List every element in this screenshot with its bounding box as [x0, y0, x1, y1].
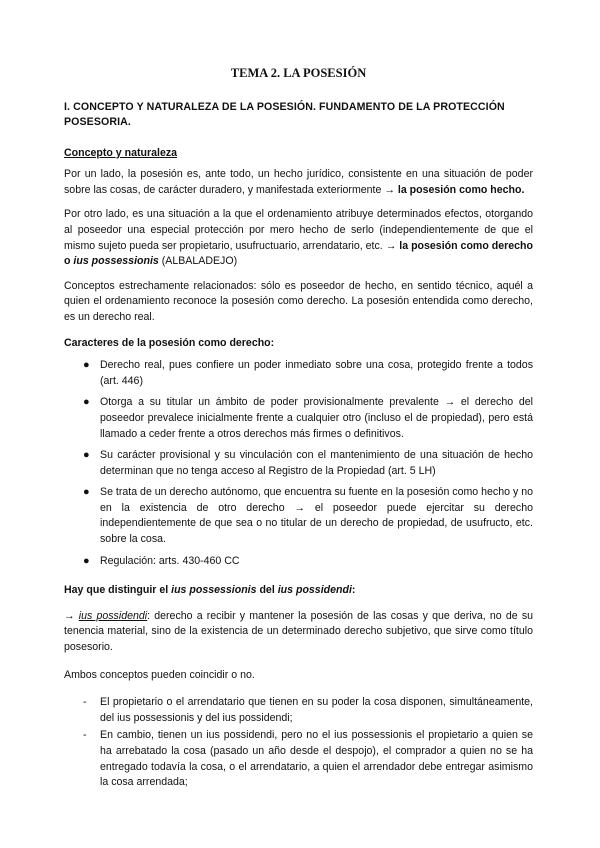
bold-posesion-hecho: la posesión como hecho.: [397, 183, 525, 196]
caracteres-list: [64, 358, 533, 569]
list-item: ● Se trata de un derecho autónomo, que encuentra su fuente en la posesión como hecho y no en la existencia de otro derecho → el poseedor puede ejercitar su derecho independientemente de que sea o no titular de un derecho de propiedad, de usufructo, etc. sobre la cosa.: [83, 486, 533, 546]
term-ius-possessionis: ius possessionis: [73, 255, 159, 268]
paragraph-hecho: Por un lado, la posesión es, ante todo, un hecho jurídico, consistente en una situación de poder sobre las cosas, de carácter duradero, y manifestada exteriormente → la posesión como hecho.: [64, 168, 533, 196]
term-ius-possidendi: ius possidendi: [78, 609, 148, 622]
document-page: [64, 66, 533, 793]
list-item: ● Su carácter provisional y su vinculación con el mantenimiento de una situación de hecho determinan que no tenga acceso al Registro de la Propiedad (art. 5 LH): [83, 449, 533, 477]
list-item: - El propietario o el arrendatario que tienen en su poder la cosa disponen, simultáneamente, del ius possessionis y del ius possidendi;: [83, 696, 533, 724]
caracteres-heading: Caracteres de la posesión como derecho:: [64, 336, 275, 349]
paragraph-derecho: Por otro lado, es una situación a la que el ordenamiento atribuye determinados efectos, otorgando al poseedor una especial protección por mero hecho de serlo (independientemente de que el mismo sujeto pueda ser propietario, usufructuario, arrendatario, etc. → la posesión como derecho o ius possessionis (ALBALADEJO): [64, 208, 533, 268]
list-item: ● Regulación: arts. 430-460 CC: [64, 554, 533, 570]
bullet-icon: ●: [83, 554, 90, 567]
bullet-icon: ●: [83, 359, 90, 372]
dash-icon: -: [83, 729, 87, 742]
paragraph-ambos: Ambos conceptos pueden coincidir o no.: [64, 668, 255, 681]
distinguir-heading: Hay que distinguir el ius possessionis del ius possidendi:: [64, 584, 356, 597]
paragraph-conceptos: Conceptos estrechamente relacionados: sólo es poseedor de hecho, en sentido técnico, aquél a quien el ordenamiento reconoce la posesión como derecho. La posesión entendida como derecho, es un derecho real.: [64, 279, 533, 323]
coincidence-list: [64, 695, 533, 791]
bullet-icon: ●: [83, 449, 90, 462]
bullet-icon: ●: [83, 486, 90, 499]
section-heading: I. CONCEPTO Y NATURALEZA DE LA POSESIÓN. FUNDAMENTO DE LA PROTECCIÓN POSESORIA.: [64, 100, 505, 128]
dash-icon: -: [83, 696, 87, 709]
subheading-concepto: Concepto y naturaleza: [64, 146, 178, 159]
list-item: ● Otorga a su titular un ámbito de poder provisionalmente prevalente → el derecho del poseedor prevalece inicialmente frente a cualquier otro (incluso el de propiedad), pero está llamado a ceder frente a otros derechos más firmes o definitivos.: [83, 396, 533, 440]
paragraph-possidendi: → ius possidendi: derecho a recibir y mantener la posesión de las cosas y que deriva, no de su tenencia material, sino de la existencia de un determinado derecho subjetivo, que sirve como título posesorio.: [64, 609, 534, 654]
list-item: ● Derecho real, pues confiere un poder inmediato sobre una cosa, protegido frente a todos (art. 446): [83, 359, 533, 387]
list-item: - En cambio, tienen un ius possidendi, pero no el ius possessionis el propietario a quien se ha arrebatado la cosa (pasado un año desde el despojo), el comprador a quien no se ha entregado todavía la cosa, o el arrendatario, a quien el arrendador debe entregar asimismo la cosa arrendada;: [83, 729, 533, 789]
document-title: TEMA 2. LA POSESIÓN: [230, 66, 367, 80]
bullet-icon: ●: [83, 396, 90, 409]
